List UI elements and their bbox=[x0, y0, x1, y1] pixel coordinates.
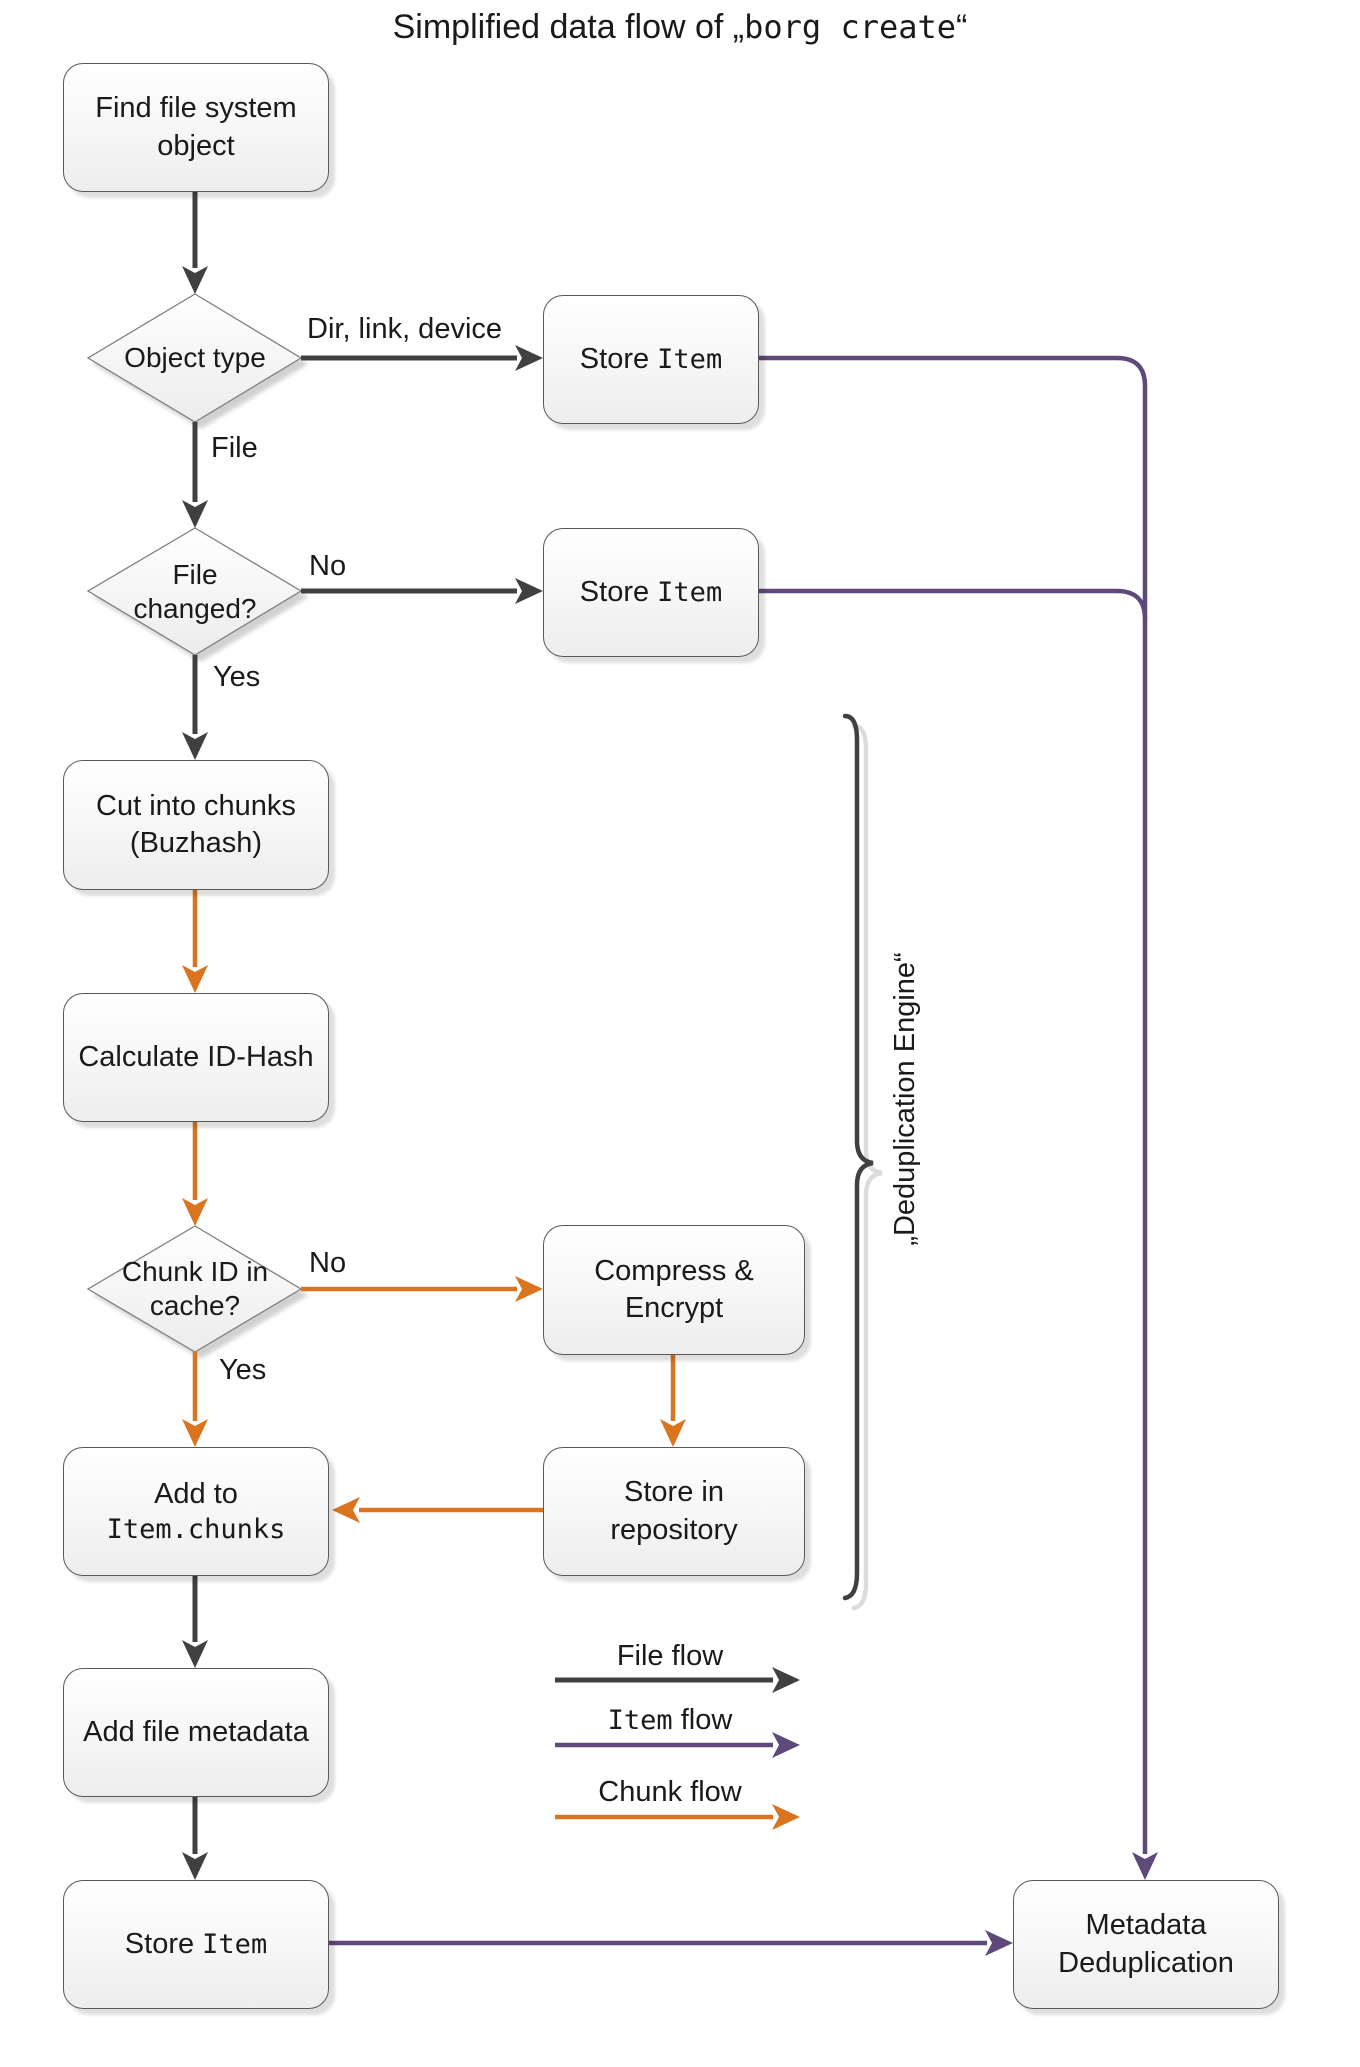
node-label-mono: Item bbox=[657, 343, 723, 375]
edge-storeitem2-merge bbox=[757, 591, 1145, 619]
node-line-mono: Item.chunks bbox=[106, 1513, 286, 1545]
node-add-file-metadata bbox=[63, 1668, 329, 1797]
legend-file-flow-label: File flow bbox=[616, 1640, 724, 1672]
edge-chunkid-to-addchunks-arrowhead bbox=[182, 1419, 208, 1447]
node-line bbox=[580, 574, 722, 611]
node-calculate-id-hash bbox=[63, 993, 329, 1122]
legend-item-flow-label bbox=[540, 1704, 800, 1737]
edge-findfs-to-objecttype-arrowhead bbox=[182, 266, 208, 294]
node-store-item-top bbox=[543, 295, 759, 424]
legend-item-mono: Item bbox=[607, 1705, 673, 1736]
legend-chunk-flow-label: Chunk flow bbox=[598, 1776, 742, 1808]
node-line: Metadata bbox=[1085, 1909, 1207, 1942]
diamond-line: Object type bbox=[124, 342, 266, 374]
node-line: repository bbox=[610, 1513, 738, 1546]
node-line bbox=[125, 1926, 267, 1963]
edge-label-yes-chunk: Yes bbox=[219, 1354, 267, 1386]
edge-filechanged-to-cutchunks-arrowhead bbox=[182, 732, 208, 760]
node-add-to-item-chunks bbox=[63, 1447, 329, 1576]
edge-storerepo-to-addchunks-arrowhead bbox=[332, 1497, 360, 1523]
edge-calchash-to-chunkid-arrowhead bbox=[182, 1198, 208, 1226]
title-prefix: Simplified data flow of „ bbox=[392, 8, 745, 46]
node-find-file-system-object bbox=[63, 63, 329, 192]
node-label-mono: Item bbox=[202, 1928, 268, 1960]
diamond-label-chunk-id-in-cache bbox=[88, 1226, 302, 1352]
node-line: Compress & bbox=[594, 1254, 754, 1287]
title-code: borg create bbox=[744, 8, 957, 46]
edge-label-dir-link-device: Dir, link, device bbox=[307, 313, 503, 345]
dedup-engine-brace bbox=[845, 716, 873, 1598]
diamond-label-object-type bbox=[88, 294, 302, 422]
edge-compress-to-storerepo-arrowhead bbox=[660, 1419, 686, 1447]
node-line: Calculate ID-Hash bbox=[78, 1040, 314, 1073]
diamond-line: Chunk ID in bbox=[121, 1256, 269, 1288]
node-line: Encrypt bbox=[624, 1292, 724, 1324]
edge-label-file: File bbox=[211, 432, 258, 464]
node-line: Find file system bbox=[95, 92, 297, 125]
title-suffix: “ bbox=[956, 8, 968, 46]
node-line: (Buzhash) bbox=[129, 827, 263, 859]
node-line bbox=[580, 341, 722, 378]
node-store-item-bottom bbox=[63, 1880, 329, 2009]
diamond-line: cache? bbox=[149, 1290, 241, 1321]
diagram-title bbox=[0, 8, 1360, 47]
edge-label-yes-top: Yes bbox=[213, 661, 261, 693]
node-store-in-repository bbox=[543, 1447, 805, 1576]
diamond-line: File bbox=[172, 558, 218, 590]
edge-metadedup-top-arrowhead bbox=[1132, 1852, 1158, 1880]
node-line: object bbox=[157, 129, 235, 162]
diamond-label-file-changed bbox=[88, 528, 302, 655]
edge-filechanged-to-storeitem2-arrowhead bbox=[515, 578, 543, 604]
edge-addchunks-to-addmeta-arrowhead bbox=[182, 1640, 208, 1668]
node-line: Add to bbox=[154, 1477, 238, 1510]
node-line: Cut into chunks bbox=[96, 789, 296, 822]
node-label-sans: Store bbox=[124, 1927, 203, 1960]
dedup-engine-label: „Deduplication Engine“ bbox=[888, 952, 921, 1246]
edge-storeitem3-to-metadedup-arrowhead bbox=[985, 1930, 1013, 1956]
legend-item-rest: flow bbox=[672, 1704, 733, 1736]
edge-cutchunks-to-calchash-arrowhead bbox=[182, 965, 208, 993]
node-label-mono: Item bbox=[657, 576, 723, 608]
diamond-line: changed? bbox=[133, 592, 257, 624]
node-cut-into-chunks bbox=[63, 760, 329, 890]
edge-chunkid-to-compress-arrowhead bbox=[515, 1276, 543, 1302]
node-store-item-mid bbox=[543, 528, 759, 657]
node-line: Store in bbox=[624, 1476, 724, 1509]
node-compress-encrypt bbox=[543, 1225, 805, 1355]
node-metadata-deduplication bbox=[1013, 1880, 1279, 2009]
edge-objecttype-to-storeitem1-arrowhead bbox=[515, 345, 543, 371]
node-label-sans: Store bbox=[579, 342, 658, 375]
edge-label-no-chunk: No bbox=[309, 1247, 347, 1279]
node-label-sans: Store bbox=[579, 575, 658, 608]
edge-label-no-top: No bbox=[309, 550, 347, 582]
edge-objecttype-to-filechanged-arrowhead bbox=[182, 500, 208, 528]
edge-addmeta-to-storeitem3-arrowhead bbox=[182, 1852, 208, 1880]
node-line: Deduplication bbox=[1058, 1946, 1234, 1979]
node-line: Add file metadata bbox=[83, 1715, 309, 1748]
edge-storeitem1-to-metadedup bbox=[757, 358, 1145, 1854]
